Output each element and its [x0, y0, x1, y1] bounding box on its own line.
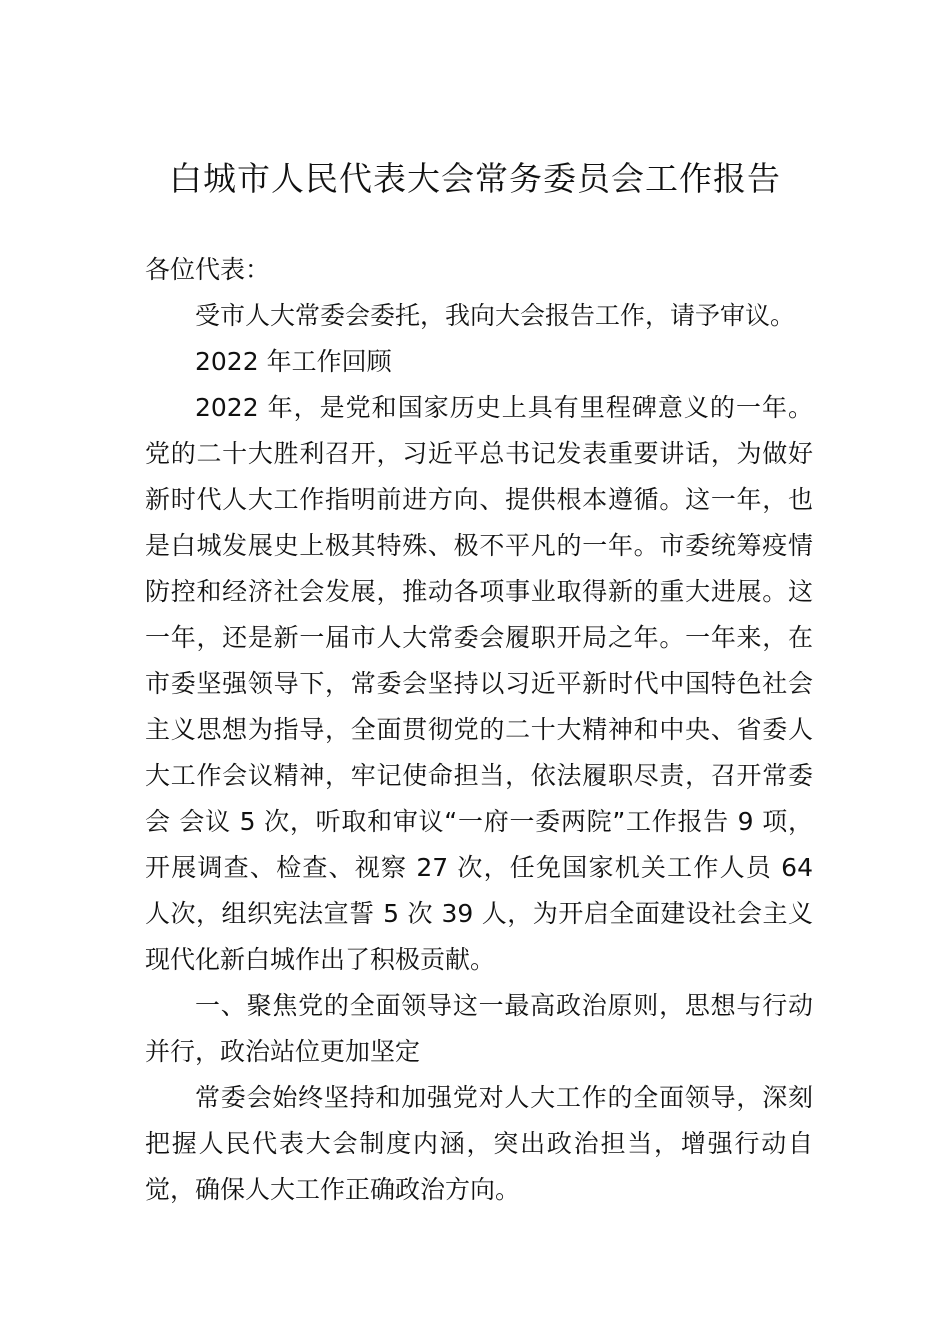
review-paragraph: 2022 年，是党和国家历史上具有里程碑意义的一年。党的二十大胜利召开，习近平总书记发表重要讲话，为做好新时代人大工作指明前进方向、提供根本遵循。这一年，也是白城发展史上极其特殊、极不平凡的一年。市委统筹疫情防控和经济社会发展，推动各项事业取得新的重大进展。这一年，还是新一届市人大常委会履职开局之年。一年来，在市委坚强领导下，常委会坚持以习近平新时代中国特色社会主义思想为指导，全面贯彻党的二十大精神和中央、省委人大工作会议精神，牢记使命担当，依法履职尽责，召开常委会 会议 5 次，听取和审议“一府一委两院”工作报告 9 项，开展调查、检查、视察 27 次，任免国家机关工作人员 64 人次，组织宪法宣誓 5 次 39 人，为开启全面建设社会主义现代化新白城作出了积极贡献。: [145, 393, 813, 974]
document-body: [145, 247, 813, 1213]
salutation: 各位代表：: [145, 255, 271, 284]
section-heading-1: 一、聚焦党的全面领导这一最高政治原则，思想与行动并行，政治站位更加坚定: [145, 991, 813, 1066]
opening-paragraph: 受市人大常委会委托，我向大会报告工作，请予审议。: [195, 301, 796, 330]
review-heading: 2022 年工作回顾: [195, 347, 392, 376]
section-1-paragraph: 常委会始终坚持和加强党对人大工作的全面领导，深刻把握人民代表大会制度内涵，突出政治担当，增强行动自觉，确保人大工作正确政治方向。: [145, 1083, 813, 1204]
document-title: 白城市人民代表大会常务委员会工作报告: [169, 159, 781, 198]
